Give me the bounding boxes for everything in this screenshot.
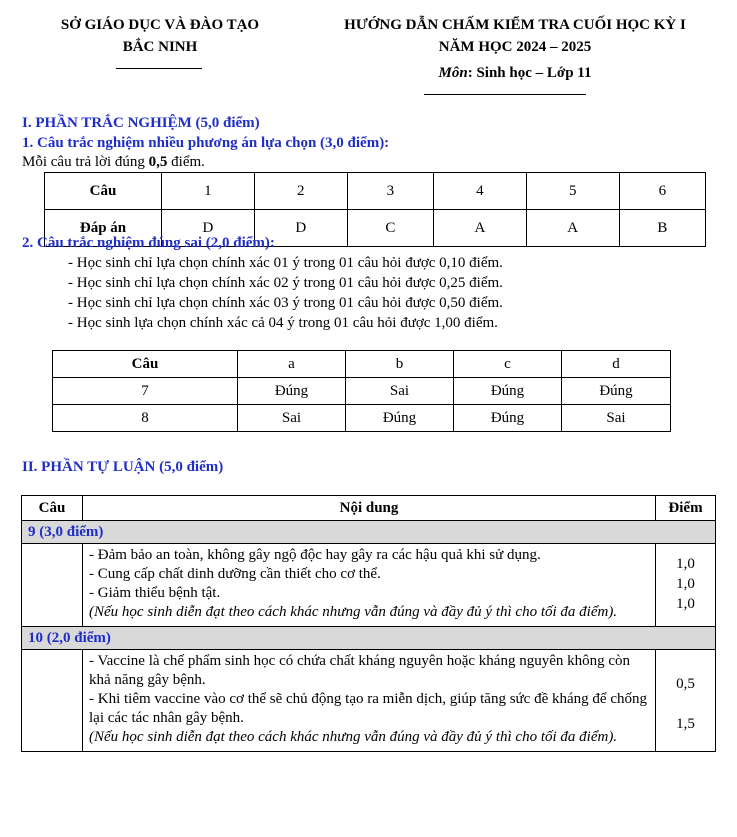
answer-table-true-false xyxy=(52,350,671,432)
table-row xyxy=(22,544,716,627)
table-row xyxy=(53,351,671,378)
table-cell: 3 xyxy=(347,173,433,210)
answer-note: (Nếu học sinh diễn đạt theo cách khác nhưng vẫn đúng và đầy đủ ý thì cho tối đa điểm). xyxy=(89,604,618,620)
table-cell: Đúng xyxy=(346,405,454,432)
table-cell: Sai xyxy=(562,405,671,432)
table-cell: b xyxy=(346,351,454,378)
table-row xyxy=(22,650,716,752)
answer-line: - Đảm bảo an toàn, không gây ngộ độc hay gây ra các hậu quả khi sử dụng. xyxy=(89,547,541,563)
table-cell: Đúng xyxy=(238,378,346,405)
answer-line: - Giảm thiểu bệnh tật. xyxy=(89,585,221,601)
rule-bullet: - Học sinh chỉ lựa chọn chính xác 01 ý trong 01 câu hỏi được 0,10 điểm. xyxy=(68,255,503,271)
subject-label: Môn xyxy=(438,65,468,81)
part2-title: II. PHẦN TỰ LUẬN (5,0 điểm) xyxy=(22,459,224,475)
answer-line: - Khi tiêm vaccine vào cơ thể sẽ chủ động tạo ra miễn dịch, giúp tăng sức đề kháng để chống lại các tác nhân gây bệnh. xyxy=(89,691,647,726)
province-name: BẮC NINH xyxy=(122,39,198,55)
score-value: 1,0 xyxy=(676,596,695,612)
answer-content xyxy=(83,650,656,752)
score-value: 1,5 xyxy=(676,716,695,732)
subject-value: : Sinh học – Lớp 11 xyxy=(467,65,592,81)
header-cell: Nội dung xyxy=(83,496,656,521)
table-cell: Đúng xyxy=(454,378,562,405)
answer-line: - Vaccine là chế phẩm sinh học có chứa chất kháng nguyên hoặc kháng nguyên không còn khả năng gây bệnh. xyxy=(89,653,631,688)
score-value: 0,5 xyxy=(676,676,695,692)
part1-sub1-title: 1. Câu trắc nghiệm nhiều phương án lựa chọn (3,0 điểm): xyxy=(22,135,390,151)
rule-bullet: - Học sinh chỉ lựa chọn chính xác 03 ý trong 01 câu hỏi được 0,50 điểm. xyxy=(68,295,503,311)
header-left xyxy=(20,14,300,58)
part1-sub1-note xyxy=(22,154,205,171)
table-cell: 6 xyxy=(619,173,705,210)
department-name: SỞ GIÁO DỤC VÀ ĐÀO TẠO xyxy=(60,17,260,33)
table-cell: 2 xyxy=(254,173,347,210)
question-row xyxy=(22,627,716,650)
table-cell: 4 xyxy=(433,173,526,210)
header-right xyxy=(300,14,730,84)
table-cell xyxy=(22,544,83,627)
answer-note: (Nếu học sinh diễn đạt theo cách khác nhưng vẫn đúng và đầy đủ ý thì cho tối đa điểm). xyxy=(89,729,618,745)
subject-line xyxy=(300,62,730,84)
table-cell: 7 xyxy=(53,378,238,405)
table-row xyxy=(53,405,671,432)
table-cell: B xyxy=(619,210,705,247)
table-cell: Đáp án xyxy=(45,210,162,247)
question-label: 10 (2,0 điểm) xyxy=(22,627,716,650)
note-post: điểm. xyxy=(167,154,205,170)
table-cell: 5 xyxy=(526,173,619,210)
table-cell: Đúng xyxy=(562,378,671,405)
table-cell: Sai xyxy=(346,378,454,405)
table-row xyxy=(45,173,706,210)
table-cell: c xyxy=(454,351,562,378)
score-cell xyxy=(656,650,716,752)
score-value: 1,0 xyxy=(676,576,695,592)
essay-scoring-table xyxy=(21,495,716,752)
question-row xyxy=(22,521,716,544)
score-cell xyxy=(656,544,716,627)
table-header-row xyxy=(22,496,716,521)
table-cell: A xyxy=(526,210,619,247)
part1-title: I. PHẦN TRẮC NGHIỆM (5,0 điểm) xyxy=(22,115,260,131)
table-cell: Sai xyxy=(238,405,346,432)
answer-content xyxy=(83,544,656,627)
rule-bullet: - Học sinh chỉ lựa chọn chính xác 02 ý trong 01 câu hỏi được 0,25 điểm. xyxy=(68,275,503,291)
document-title: HƯỚNG DẪN CHẤM KIỂM TRA CUỐI HỌC KỲ I xyxy=(344,17,686,33)
note-score: 0,5 xyxy=(148,154,168,170)
header-left-underline xyxy=(116,68,202,69)
table-cell xyxy=(22,650,83,752)
table-cell: D xyxy=(254,210,347,247)
table-cell: d xyxy=(562,351,671,378)
header-right-underline xyxy=(424,94,586,95)
table-cell: Đúng xyxy=(454,405,562,432)
table-cell: Câu xyxy=(53,351,238,378)
note-pre: Mỗi câu trả lời đúng xyxy=(22,154,149,170)
table-cell: C xyxy=(347,210,433,247)
rule-bullet: - Học sinh lựa chọn chính xác cả 04 ý trong 01 câu hỏi được 1,00 điểm. xyxy=(68,315,498,331)
part1-sub2-title: 2. Câu trắc nghiệm đúng sai (2,0 điểm): xyxy=(22,235,275,251)
table-row xyxy=(53,378,671,405)
school-year: NĂM HỌC 2024 – 2025 xyxy=(438,39,592,55)
score-value: 1,0 xyxy=(676,556,695,572)
table-cell: a xyxy=(238,351,346,378)
header-cell: Điểm xyxy=(656,496,716,521)
table-cell: A xyxy=(433,210,526,247)
answer-line: - Cung cấp chất dinh dưỡng cần thiết cho cơ thể. xyxy=(89,566,381,582)
table-cell: Câu xyxy=(45,173,162,210)
question-label: 9 (3,0 điểm) xyxy=(22,521,716,544)
table-cell: 8 xyxy=(53,405,238,432)
table-cell: D xyxy=(162,210,255,247)
header-cell: Câu xyxy=(22,496,83,521)
table-cell: 1 xyxy=(162,173,255,210)
